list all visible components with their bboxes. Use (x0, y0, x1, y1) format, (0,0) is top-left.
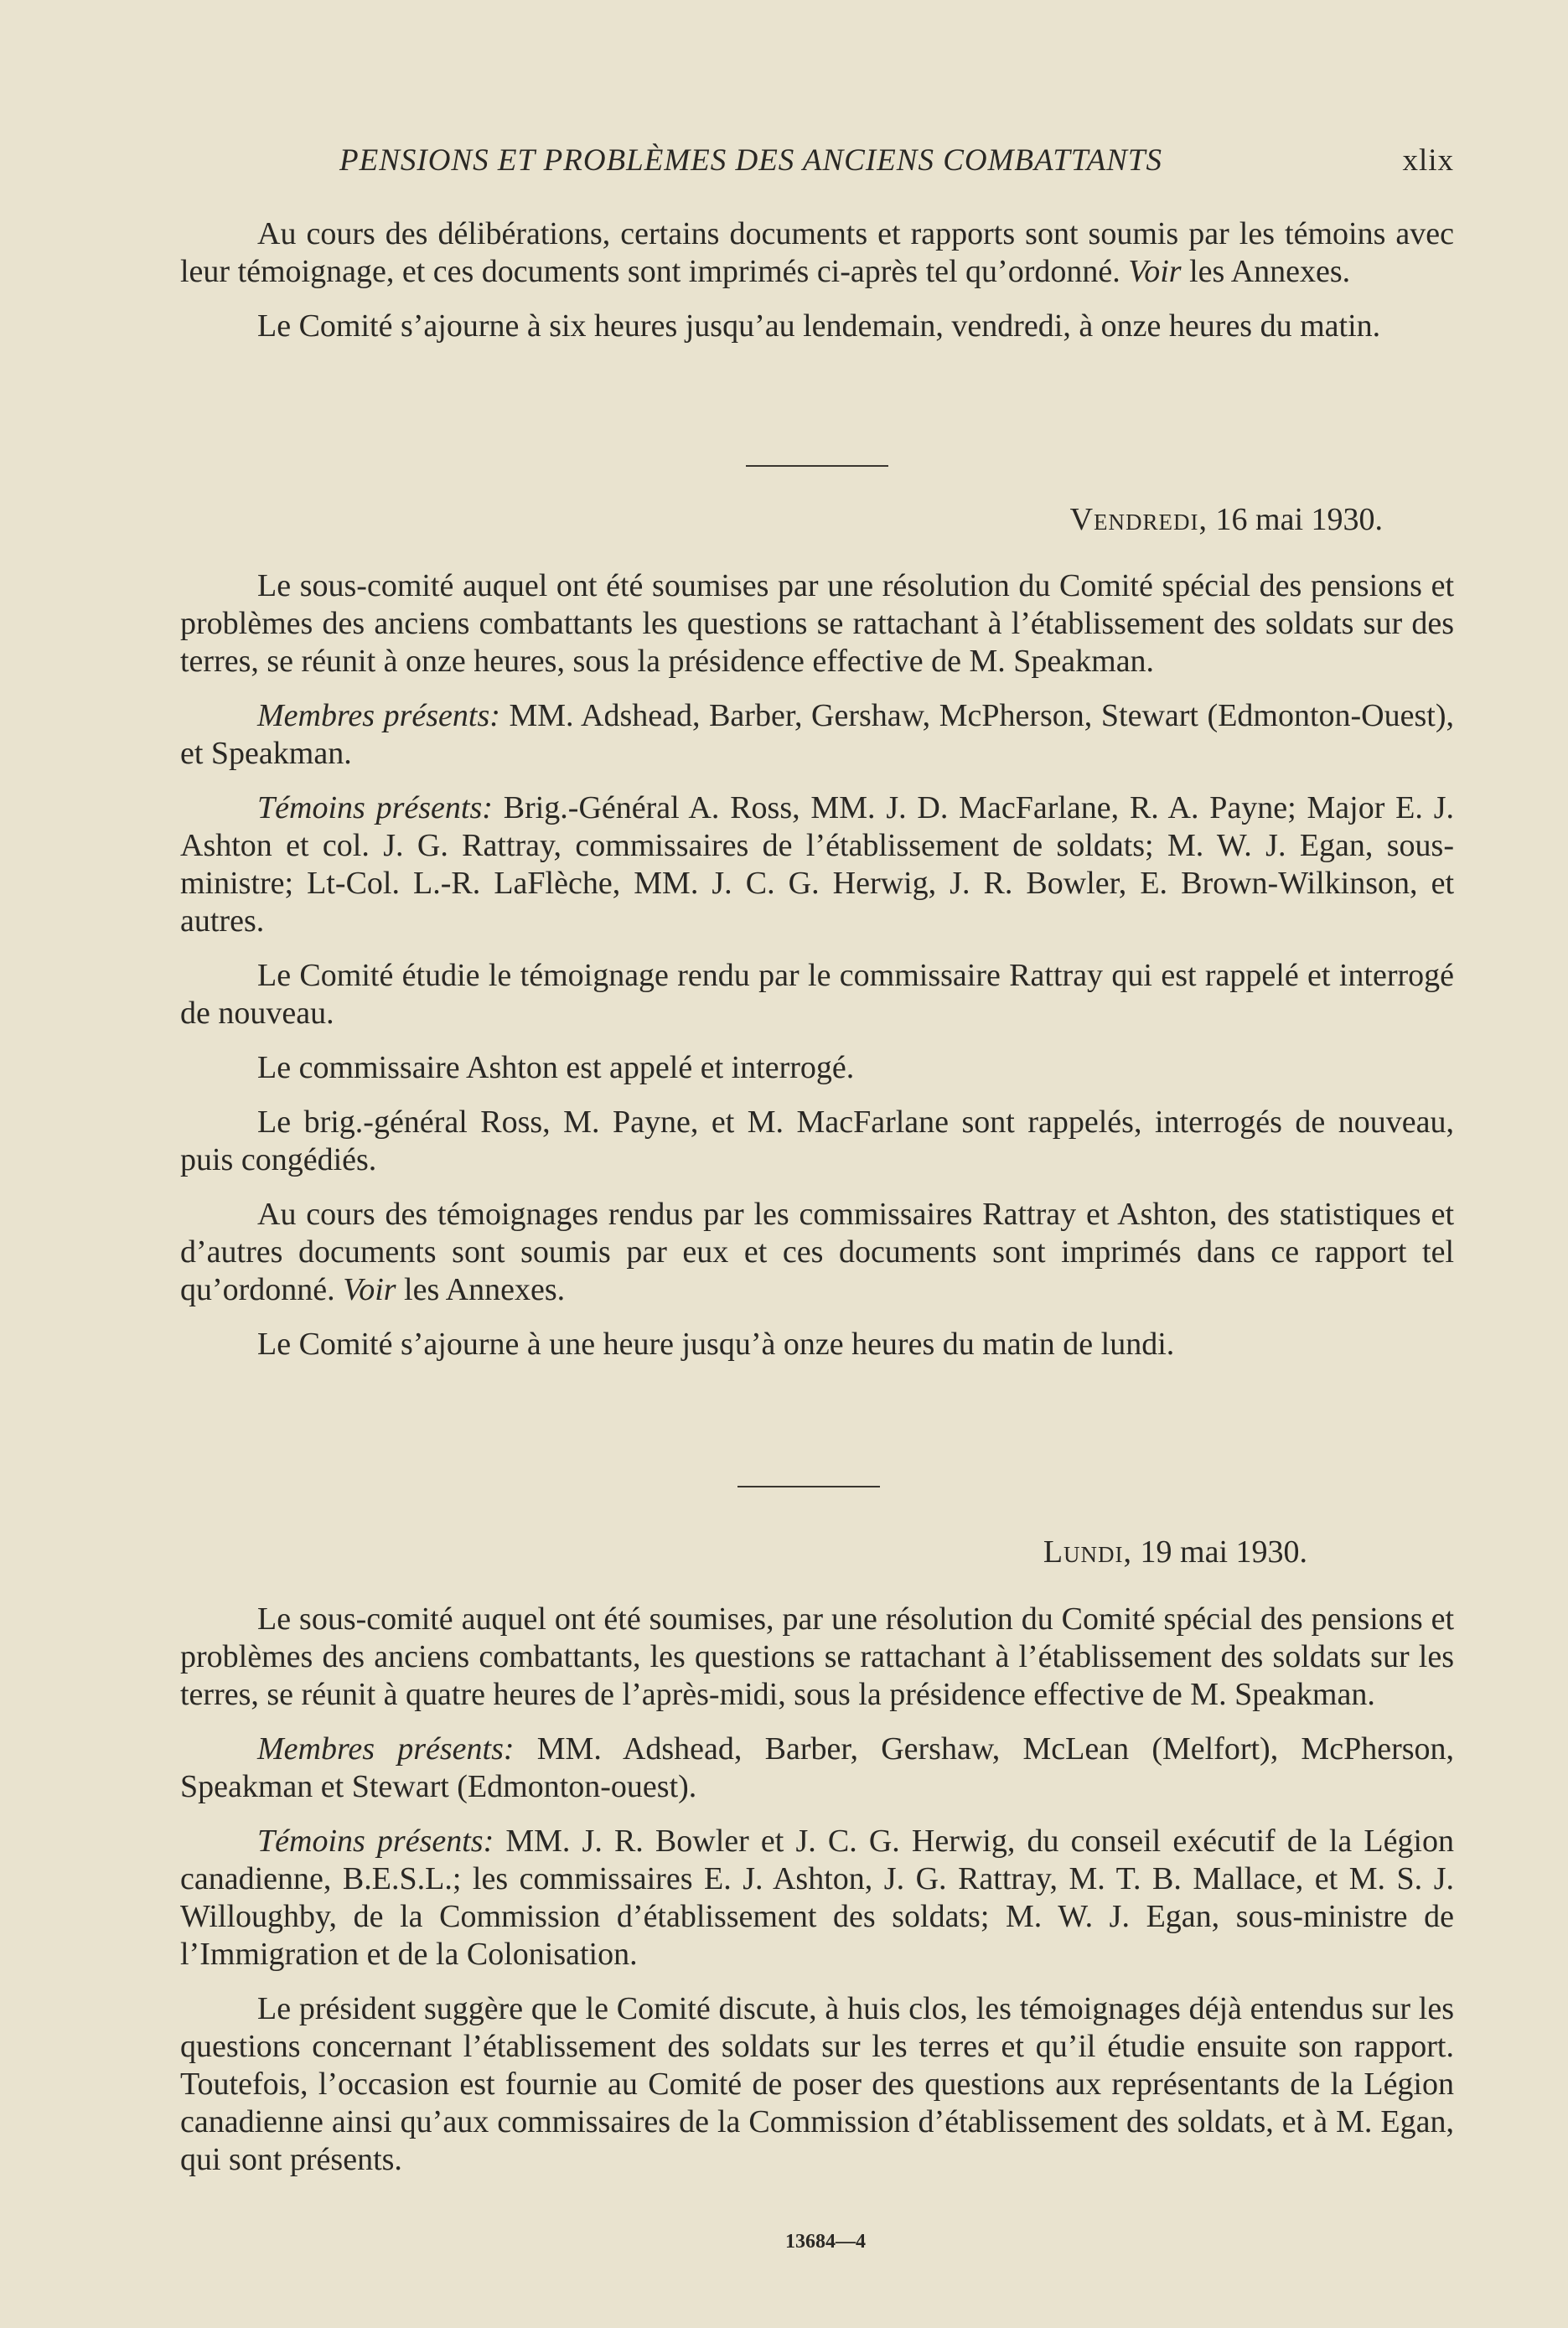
paragraph-statistics: Au cours des témoignages rendus par les commissaires Rattray et Ashton, des statistiques et d’autres documents sont soumis par eux et ces documents sont imprimés dans ce rapport tel qu’ordonné. Voir les Annexes. (180, 1197, 1454, 1307)
paragraph-meeting: Le sous-comité auquel ont été soumises par une résolution du Comité spécial des pensions et problèmes des anciens combattants les questions se rattachant à l’établissement des soldats sur des terres, se réunit à onze heures, sous la présidence effective de M. Speakman. (180, 568, 1454, 679)
running-title: PENSIONS ET PROBLÈMES DES ANCIENS COMBATTANTS (339, 143, 1163, 178)
date-heading: Lundi, 19 mai 1930. (1043, 1534, 1307, 1570)
paragraph-rattray: Le Comité étudie le témoignage rendu par le commissaire Rattray qui est rappelé et interrogé de nouveau. (180, 958, 1454, 1031)
section-1 (180, 215, 1454, 345)
separator-rule (746, 465, 888, 467)
paragraph-president: Le président suggère que le Comité discute, à huis clos, les témoignages déjà entendus sur les questions concernant l’établissement des soldats sur les terres et qu’il étudie ensuite son rapport. Toutefois, l’occasion est fournie au Comité de poser des questions aux représentants de la Légion canadienne ainsi qu’aux commissaires de la Commission d’établissement des soldats, et à M. Egan, qui sont présents. (180, 1991, 1454, 2177)
separator-rule (737, 1486, 880, 1487)
date-heading: Vendredi, 16 mai 1930. (1069, 502, 1383, 537)
paragraph-adjourn: Le Comité s’ajourne à six heures jusqu’au lendemain, vendredi, à onze heures du matin. (257, 308, 1381, 344)
paragraph-adjourn: Le Comité s’ajourne à une heure jusqu’à onze heures du matin de lundi. (257, 1327, 1175, 1362)
running-header (180, 142, 1454, 178)
paragraph-meeting: Le sous-comité auquel ont été soumises, par une résolution du Comité spécial des pensions et problèmes des anciens combattants, les questions se rattachant à l’établissement des soldats sur les terres, se réunit à quatre heures de l’après-midi, sous la présidence effective de M. Speakman. (180, 1601, 1454, 1712)
paragraph-witnesses: Témoins présents: MM. J. R. Bowler et J. C. G. Herwig, du conseil exécutif de la Légion canadienne, B.E.S.L.; les commissaires E. J. Ashton, J. G. Rattray, M. T. B. Mallace, et M. S. J. Willoughby, de la Commission d’établissement des soldats; M. W. J. Egan, sous-ministre de l’Immigration et de la Colonisation. (180, 1824, 1454, 1972)
paragraph-recalled: Le brig.-général Ross, M. Payne, et M. MacFarlane sont rappelés, interrogés de nouveau, puis congédiés. (180, 1105, 1454, 1177)
printer-signature: 13684—4 (785, 2231, 866, 2253)
section-2 (180, 567, 1454, 1363)
paragraph-documents: Au cours des délibérations, certains documents et rapports sont soumis par les témoins avec leur témoignage, et ces documents sont imprimés ci-après tel qu’ordonné. Voir les Annexes. (180, 216, 1454, 289)
paragraph-members: Membres présents: MM. Adshead, Barber, Gershaw, McLean (Melfort), McPherson, Speakman et Stewart (Edmonton-ouest). (180, 1731, 1455, 1804)
paragraph-witnesses: Témoins présents: Brig.-Général A. Ross, MM. J. D. MacFarlane, R. A. Payne; Major E. J. Ashton et col. J. G. Rattray, commissaires de l’établissement de soldats; M. W. J. Egan, sous-ministre; Lt-Col. L.-R. LaFlèche, MM. J. C. G. Herwig, J. R. Bowler, E. Brown-Wilkinson, et autres. (180, 790, 1454, 939)
page-number: xlix (1402, 143, 1454, 178)
paragraph-ashton: Le commissaire Ashton est appelé et interrogé. (257, 1050, 855, 1085)
paragraph-members: Membres présents: MM. Adshead, Barber, Gershaw, McPherson, Stewart (Edmonton-Ouest), et Speakman. (180, 698, 1454, 771)
section-3 (180, 1601, 1454, 2179)
